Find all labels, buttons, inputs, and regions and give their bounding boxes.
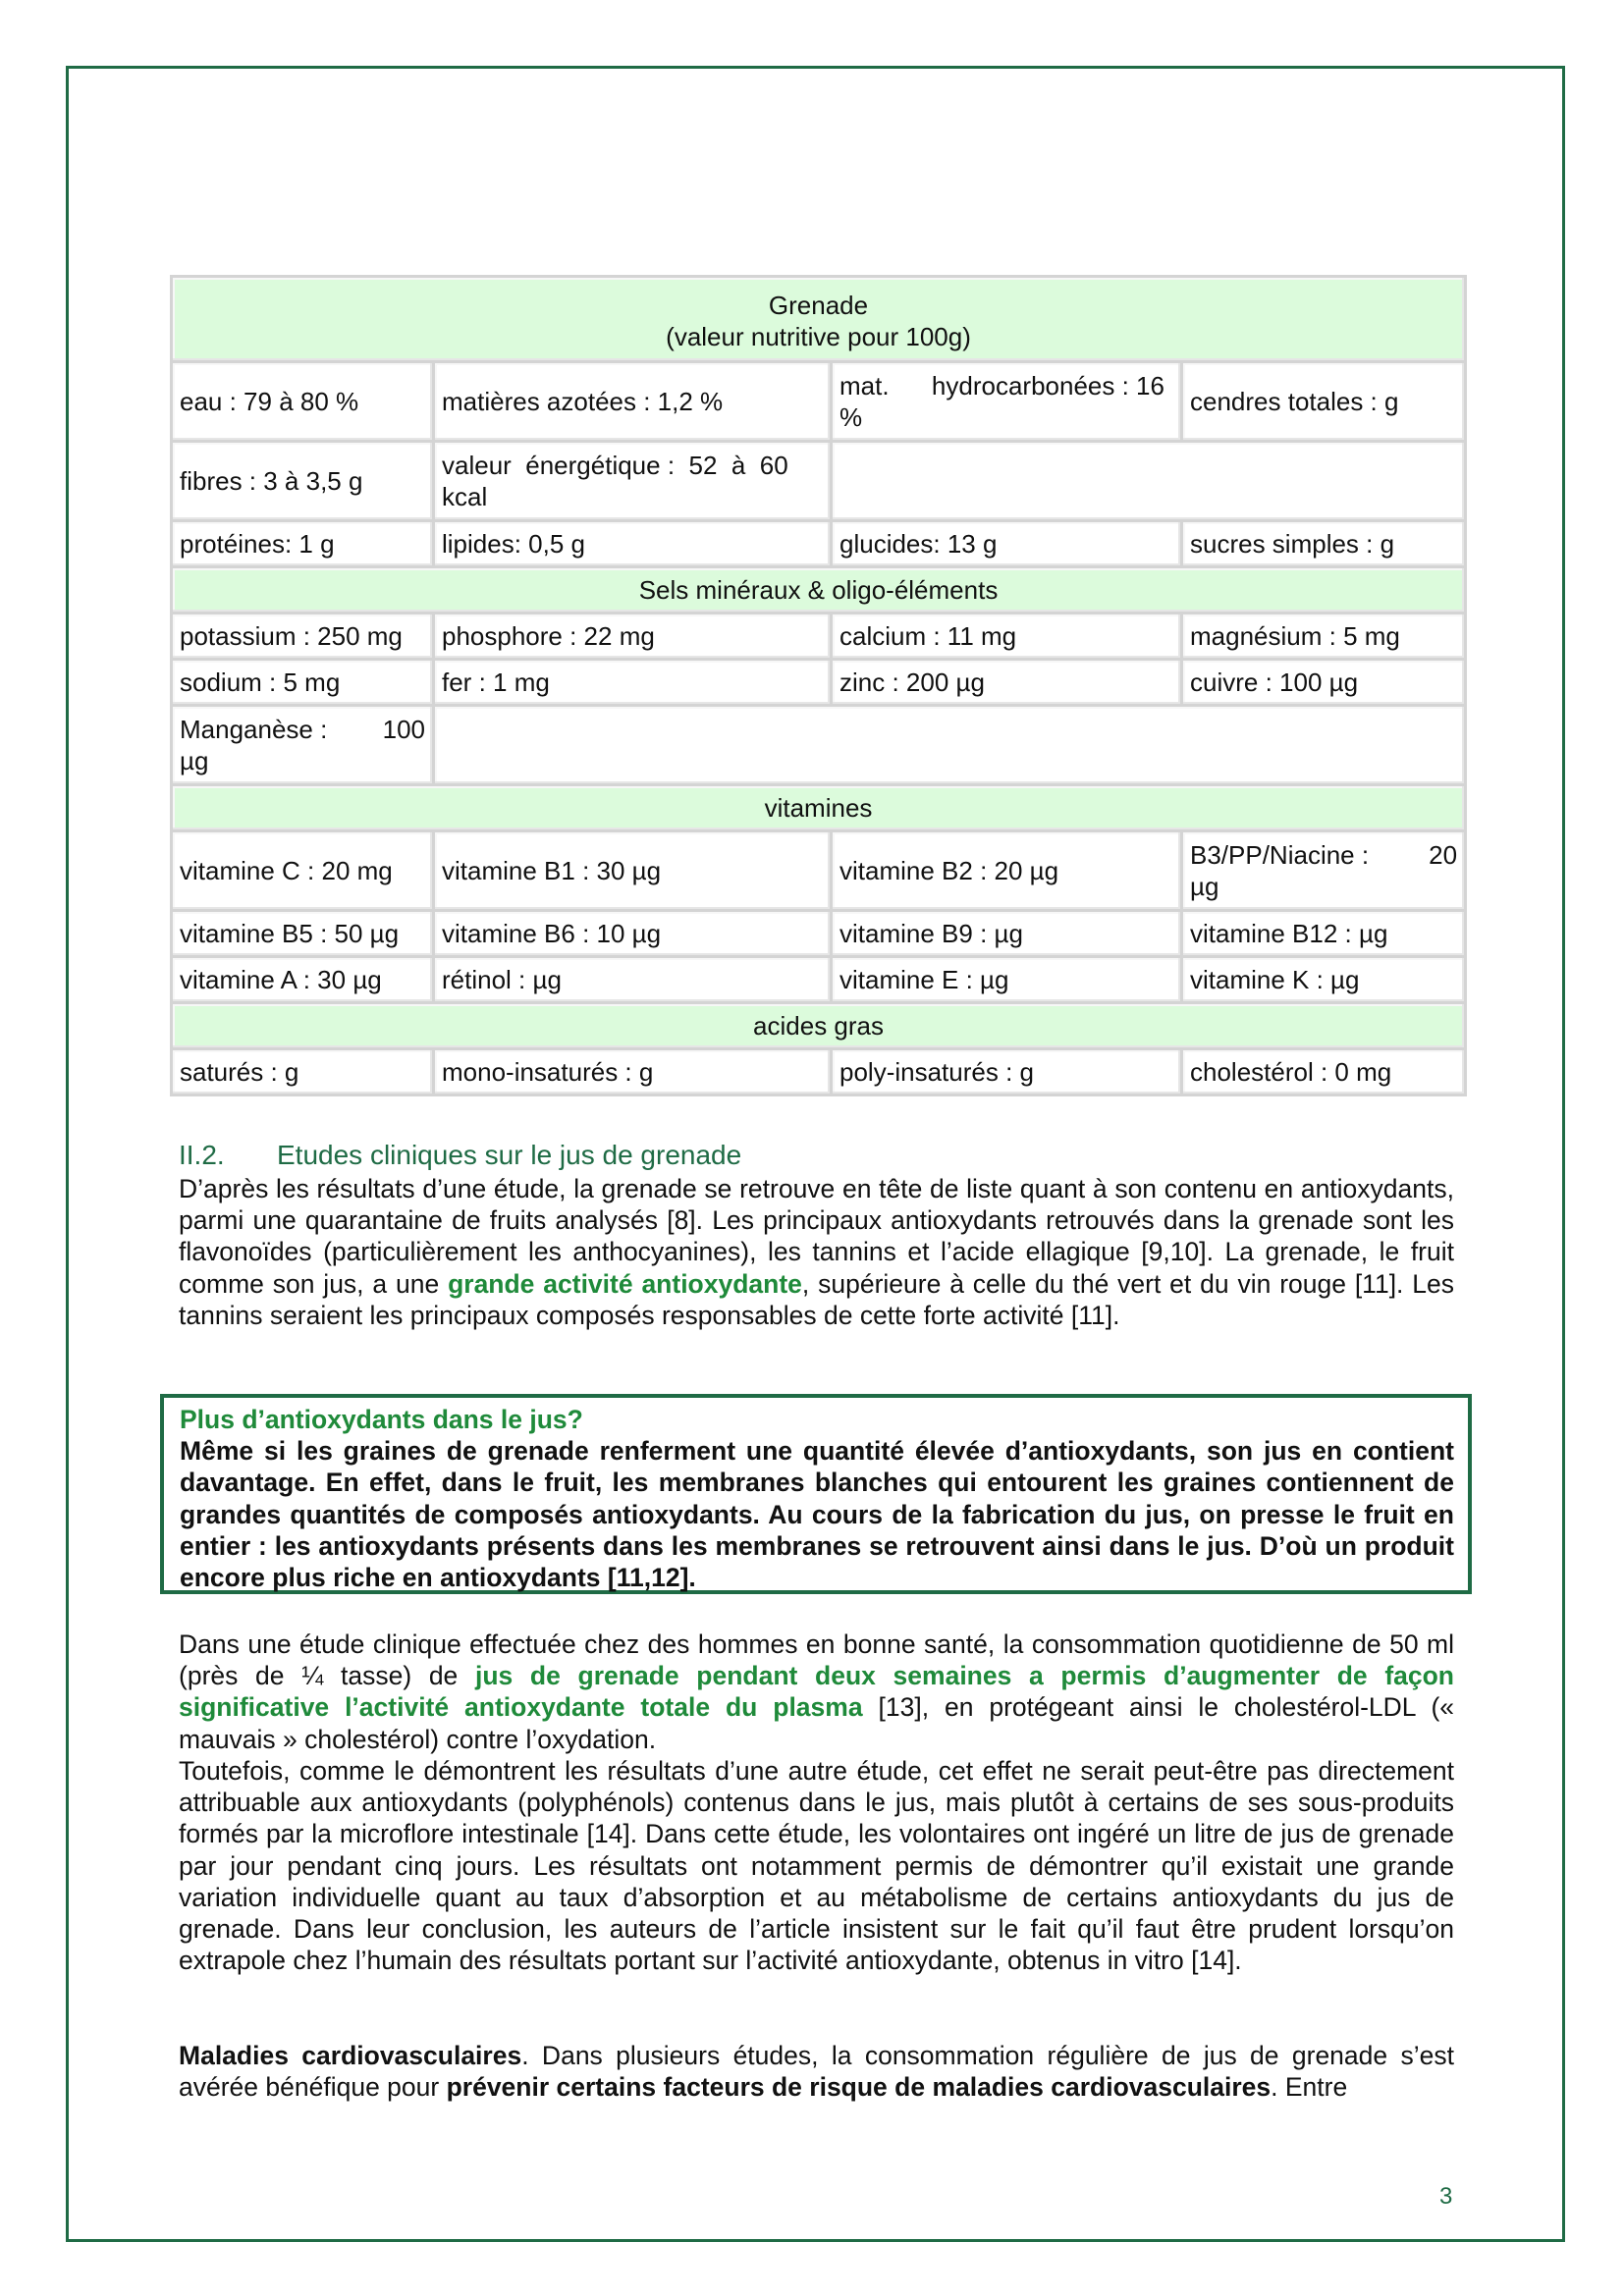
paragraph-text: Dans une étude clinique effectuée chez des hommes en bonne santé, la consommation quotidienne de 50 ml (près de ¼ tasse) de	[179, 1629, 1454, 1691]
table-cell	[173, 707, 432, 783]
callout-title: Plus d’antioxydants dans le jus?	[180, 1405, 583, 1434]
table-cell: cendres totales : g	[1183, 363, 1464, 440]
table-title: Grenade	[768, 291, 869, 320]
table-row	[173, 661, 1464, 704]
table-title-cell	[173, 278, 1464, 360]
paragraph-text: [13], en protégeant ainsi le cholestérol-LDL (« mauvais » cholestérol) contre l’oxydation.	[179, 1692, 1455, 1754]
table-title-row	[173, 278, 1464, 360]
table-cell: vitamine B9 : µg	[833, 912, 1180, 955]
cell-line	[1190, 839, 1457, 871]
bold-text: prévenir certains facteurs de risque de maladies cardiovasculaires	[446, 2072, 1272, 2103]
table-cell: mat. hydrocarbonées : 16 %	[833, 363, 1180, 440]
table-cell-empty	[435, 707, 1464, 783]
paragraph-text: . Entre	[1271, 2072, 1348, 2103]
table-cell	[1183, 832, 1464, 909]
cell-text: µg	[180, 746, 209, 775]
table-cell: valeur énergétique : 52 à 60 kcal	[435, 443, 830, 519]
table-row	[173, 707, 1464, 783]
table-cell: calcium : 11 mg	[833, 614, 1180, 658]
table-cell: fer : 1 mg	[435, 661, 830, 704]
table-cell: saturés : g	[173, 1050, 432, 1094]
cell-text: Manganèse :	[180, 715, 328, 744]
table-cell: protéines: 1 g	[173, 522, 432, 565]
table-cell: magnésium : 5 mg	[1183, 614, 1464, 658]
paragraph-study	[179, 1629, 1454, 1755]
cell-line	[180, 714, 425, 745]
table-row	[173, 443, 1464, 519]
table-cell: vitamine A : 30 µg	[173, 958, 432, 1001]
table-cell: phosphore : 22 mg	[435, 614, 830, 658]
table-cell: cuivre : 100 µg	[1183, 661, 1464, 704]
section-title: Etudes cliniques sur le jus de grenade	[277, 1140, 742, 1170]
table-cell: sodium : 5 mg	[173, 661, 432, 704]
table-cell: vitamine C : 20 mg	[173, 832, 432, 909]
table-cell: vitamine B2 : 20 µg	[833, 832, 1180, 909]
table-cell: vitamine K : µg	[1183, 958, 1464, 1001]
table-row	[173, 568, 1464, 612]
callout-body: Même si les graines de grenade renferment une quantité élevée d’antioxydants, son jus en contient davantage. En effet, dans le fruit, les membranes blanches qui entourent les graines contiennent de grandes quantités de composés antioxydants. Au cours de la fabrication du jus, on presse le fruit en entier : les antioxydants présents dans les membranes se retrouvent ainsi dans le jus. D’où un produit encore plus riche en antioxydants [11,12].	[180, 1436, 1454, 1593]
table-cell: vitamine B12 : µg	[1183, 912, 1464, 955]
table-cell: fibres : 3 à 3,5 g	[173, 443, 432, 519]
table-cell: vitamine B5 : 50 µg	[173, 912, 432, 955]
table-cell: rétinol : µg	[435, 958, 830, 1001]
bold-lead: Maladies cardiovasculaires	[179, 2041, 522, 2070]
table-cell: eau : 79 à 80 %	[173, 363, 432, 440]
vitamins-header: vitamines	[173, 786, 1464, 829]
paragraph-text: , supérieure à celle du thé vert et du vin rouge [11]. Les tannins seraient les principaux composés responsables de cette forte activité [11].	[179, 1268, 1454, 1330]
table-row	[173, 786, 1464, 829]
section-number: II.2.	[179, 1140, 225, 1170]
cell-text: 100	[382, 715, 425, 744]
table-row	[173, 614, 1464, 658]
table-cell: glucides: 13 g	[833, 522, 1180, 565]
table-cell: sucres simples : g	[1183, 522, 1464, 565]
table-cell: poly-insaturés : g	[833, 1050, 1180, 1094]
paragraph-intro	[179, 1173, 1454, 1331]
table-subtitle: (valeur nutritive pour 100g)	[666, 322, 971, 351]
cell-text: 20	[1429, 840, 1458, 870]
callout-box	[160, 1394, 1472, 1594]
section-heading	[179, 1140, 741, 1171]
paragraph-text: D’après les résultats d’une étude, la grenade se retrouve en tête de liste quant à son contenu en antioxydants, parmi une quarantaine de fruits analysés [8]. Les principaux antioxydants retrouvés dans la grenade sont les flavonoïdes (particulièrement les anthocyanines), les tannins et l’acide ellagique [9,10]. La grenade, le fruit comme son jus, a une	[179, 1174, 1454, 1299]
table-cell-empty	[833, 443, 1464, 519]
table-cell: zinc : 200 µg	[833, 661, 1180, 704]
table-cell: potassium : 250 mg	[173, 614, 432, 658]
paragraph-caveat: Toutefois, comme le démontrent les résultats d’une autre étude, cet effet ne serait peut-être pas directement attribuable aux antioxydants (polyphénols) contenus dans le jus, mais plutôt à certains de ses sous-produits formés par la microflore intestinale [14]. Dans cette étude, les volontaires ont ingéré un litre de jus de grenade par jour pendant cinq jours. Les résultats ont notamment permis de démontrer qu’il existait une grande variation individuelle quant au taux d’absorption et au métabolisme de certains antioxydants du jus de grenade. Dans leur conclusion, les auteurs de l’article insistent sur le fait qu’il faut être prudent lorsqu’on extrapole chez l’humain des résultats portant sur l’activité antioxydante, obtenus in vitro [14].	[179, 1756, 1454, 1976]
table-row	[173, 363, 1464, 440]
table-cell: lipides: 0,5 g	[435, 522, 830, 565]
cell-text: µg	[1190, 872, 1219, 901]
table-cell: matières azotées : 1,2 %	[435, 363, 830, 440]
table-cell: vitamine E : µg	[833, 958, 1180, 1001]
table-row	[173, 522, 1464, 565]
fats-header: acides gras	[173, 1004, 1464, 1047]
table-row	[173, 958, 1464, 1001]
table-row	[173, 1004, 1464, 1047]
nutrition-table	[170, 275, 1467, 1096]
page-number: 3	[1439, 2183, 1453, 2210]
minerals-header: Sels minéraux & oligo-éléments	[173, 568, 1464, 612]
paragraph-cardio	[179, 2040, 1454, 2103]
highlight-text: grande activité antioxydante	[448, 1268, 802, 1299]
table-row	[173, 832, 1464, 909]
table-cell: cholestérol : 0 mg	[1183, 1050, 1464, 1094]
paragraph-text: . Dans plusieurs études, la consommation régulière de jus de grenade s’est avérée bénéfique pour	[179, 2041, 1454, 2103]
table-cell: mono-insaturés : g	[435, 1050, 830, 1094]
highlight-text: jus de grenade pendant deux semaines a permis d’augmenter de façon significative l’activité antioxydante totale du plasma	[179, 1661, 1454, 1723]
table-cell: vitamine B6 : 10 µg	[435, 912, 830, 955]
table-row	[173, 912, 1464, 955]
table-cell: vitamine B1 : 30 µg	[435, 832, 830, 909]
table-row	[173, 1050, 1464, 1094]
cell-text: B3/PP/Niacine :	[1190, 840, 1370, 870]
